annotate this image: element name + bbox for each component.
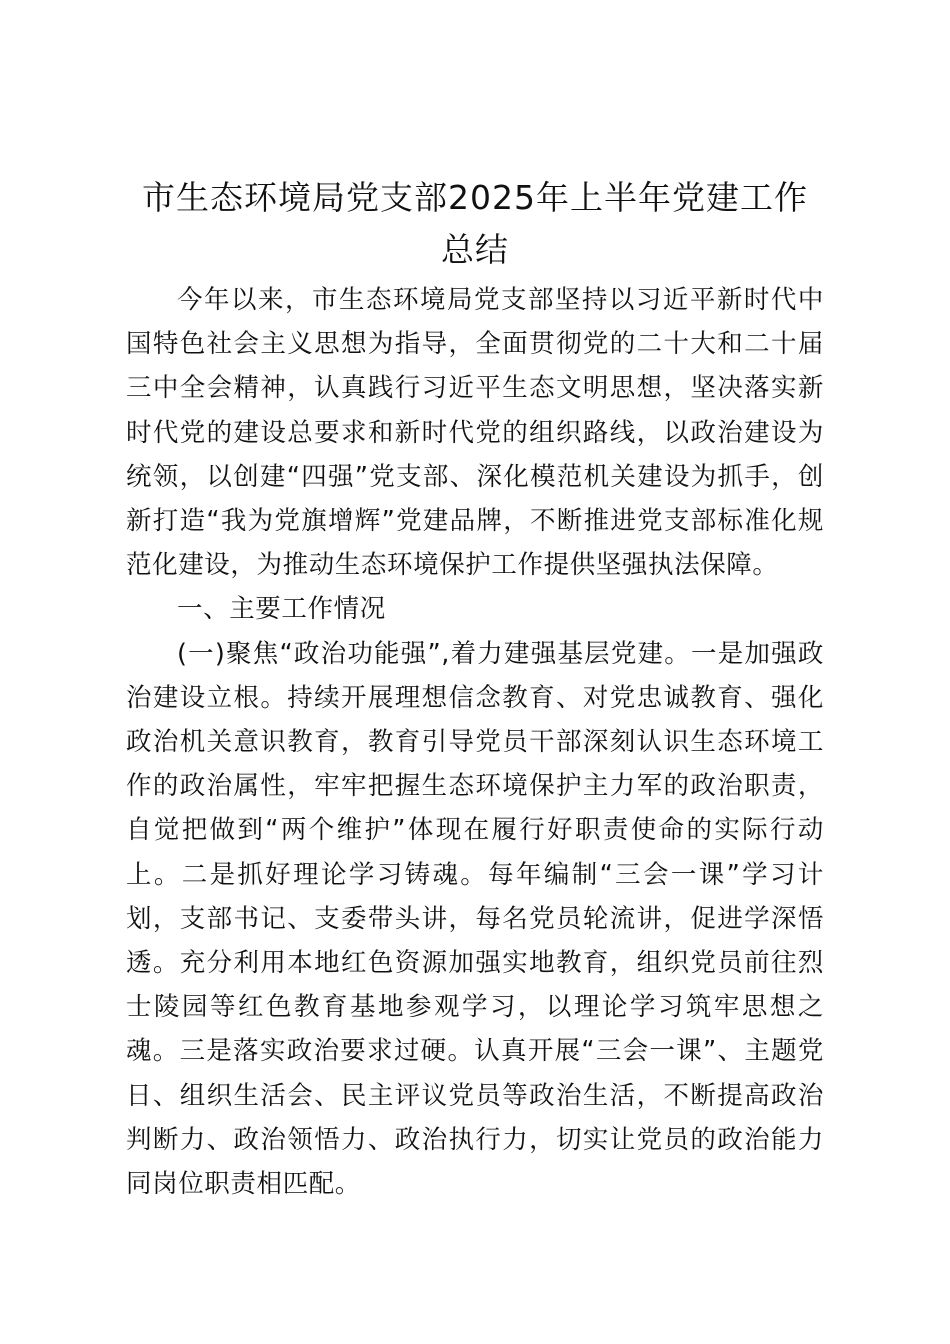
document-title	[120, 172, 830, 276]
intro-paragraph: 今年以来，市生态环境局党支部坚持以习近平新时代中国特色社会主义思想为指导，全面贯彻党的二十大和二十届三中全会精神，认真践行习近平生态文明思想，坚决落实新时代党的建设总要求和新时代党的组织路线，以政治建设为统领，以创建“四强”党支部、深化模范机关建设为抓手，创新打造“我为党旗增辉”党建品牌，不断推进党支部标准化规范化建设，为推动生态环境保护工作提供坚强执法保障。	[126, 285, 824, 581]
section-heading: 一、主要工作情况	[177, 594, 386, 625]
document-body	[126, 278, 824, 1206]
title-line-1: 市生态环境局党支部2025年上半年党建工作	[142, 178, 808, 217]
title-line-2: 总结	[441, 230, 509, 269]
subsection-paragraph: (一)聚焦“政治功能强”,着力建强基层党建。一是加强政治建设立根。持续开展理想信念教育、对党忠诚教育、强化政治机关意识教育，教育引导党员干部深刻认识生态环境工作的政治属性，牢牢把握生态环境保护主力军的政治职责，自觉把做到“两个维护”体现在履行好职责使命的实际行动上。二是抓好理论学习铸魂。每年编制“三会一课”学习计划，支部书记、支委带头讲，每名党员轮流讲，促进学深悟透。充分利用本地红色资源加强实地教育，组织党员前往烈士陵园等红色教育基地参观学习，以理论学习筑牢思想之魂。三是落实政治要求过硬。认真开展“三会一课”、主题党日、组织生活会、民主评议党员等政治生活，不断提高政治判断力、政治领悟力、政治执行力，切实让党员的政治能力同岗位职责相匹配。	[126, 638, 824, 1200]
